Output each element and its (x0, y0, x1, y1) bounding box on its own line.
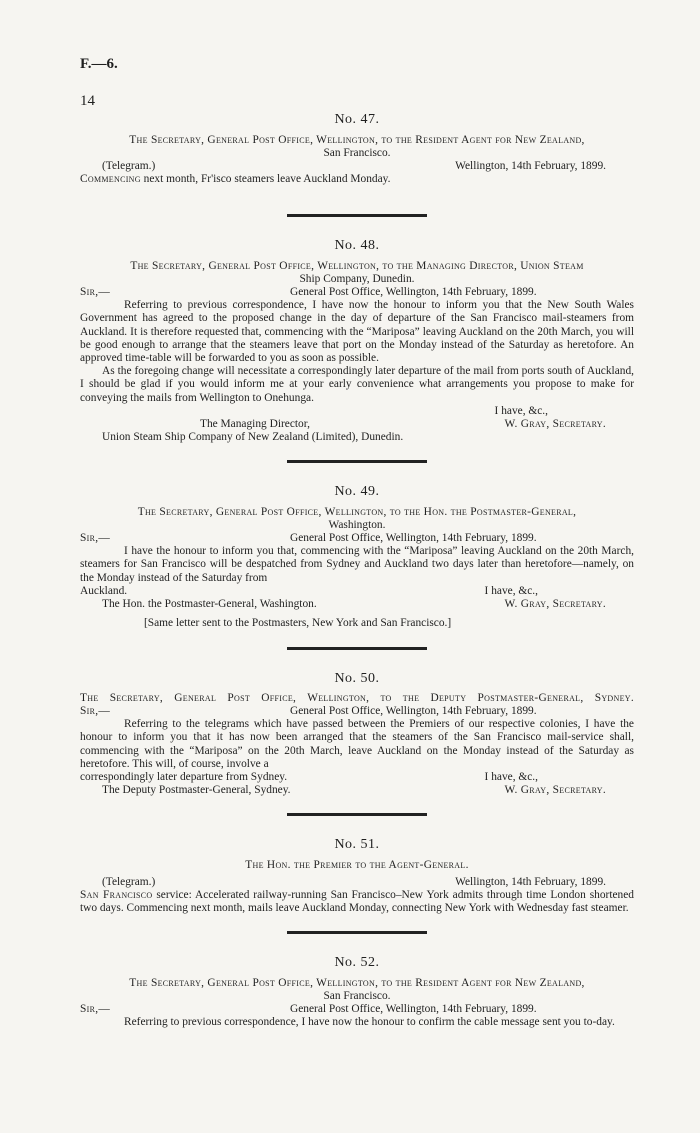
signature: W. Gray, Secretary. (504, 418, 606, 431)
section-divider (287, 460, 427, 463)
addressee-cont: Union Steam Ship Company of New Zealand (Limited), Dunedin. (102, 431, 404, 444)
signature: W. Gray, Secretary. (504, 784, 606, 797)
body-lead: Commencing (80, 173, 141, 186)
letter-date: General Post Office, Wellington, 14th February, 1899. (290, 1002, 537, 1015)
body-text: next month, Fr'isco steamers leave Auckland Monday. (140, 173, 391, 186)
addressee: The Managing Director, (200, 418, 310, 431)
signature-line (80, 784, 634, 797)
section-divider (287, 647, 427, 650)
body-text: service: Accelerated railway-running San Francisco–New York admits through time London shortened two days. Commencing next month, mails leave Auckland Monday, connecting New York with Wednesday fast steamer. (80, 888, 634, 915)
addressee: The Hon. the Postmaster-General, Washington. (102, 598, 317, 611)
signature-line (80, 598, 634, 611)
letter-paragraph: I have the honour to inform you that, commencing with the “Mariposa” leaving Auckland on the 20th March, steamers for San Francisco will be despatched from Sydney and Auckland two days later than heretofore—namely, on the Monday instead of the Saturday from (80, 545, 634, 584)
letter-paragraph: Referring to previous correspondence, I have now the honour to inform you that the New South Wales Government has agreed to the proposed change in the day of departure of the San Francisco mail-steamers from Auckland. It is therefore requested that, commencing with the “Mariposa” leaving Auckland on the 20th March, you will be good enough to arrange that the steamers leave that port on the Monday instead of the Saturday as heretofore. An approved time-table will be forwarded to you as soon as possible. (80, 299, 634, 365)
letter-address-cont: Washington. (328, 518, 386, 531)
telegram-line (80, 160, 634, 173)
section-divider (287, 214, 427, 217)
letter-address-cont: Ship Company, Dunedin. (299, 272, 415, 285)
letter-address: The Hon. the Premier to the Agent-General. (245, 858, 469, 871)
salutation-line (80, 705, 634, 718)
section-divider (287, 931, 427, 934)
letter-number: No. 48. (334, 238, 380, 254)
paragraph-last-line: Auckland. (80, 584, 128, 597)
body-lead: San Francisco (80, 888, 153, 901)
addressee: The Deputy Postmaster-General, Sydney. (102, 784, 291, 797)
salutation-line (80, 286, 634, 299)
page-header (80, 58, 634, 71)
salutation: Sir,— (80, 532, 111, 545)
letter-address-cont: San Francisco. (323, 989, 391, 1002)
letter-address: The Secretary, General Post Office, Wellington, to the Resident Agent for New Zealand, (129, 133, 585, 146)
signature: W. Gray, Secretary. (504, 598, 606, 611)
letter-address: The Secretary, General Post Office, Wellington, to the Managing Director, Union Steam (130, 259, 584, 272)
letter-47 (80, 113, 634, 186)
letter-52 (80, 956, 634, 1029)
telegram-line (80, 876, 634, 889)
letter-address: The Secretary, General Post Office, Wellington, to the Resident Agent for New Zealand, (129, 976, 585, 989)
letter-paragraph: Referring to the telegrams which have passed between the Premiers of our respective colonies, I have the honour to inform you that it has now been arranged that the steamers of the San Francisco mail-service shall, commencing with the “Mariposa” on the 20th March, leave Auckland on the Monday instead of the Saturday as heretofore. This will, of course, involve a (80, 718, 634, 770)
paragraph-end (80, 771, 634, 784)
document-code: F.—6. (80, 56, 118, 72)
salutation-line (80, 1003, 634, 1016)
page-number: 14 (80, 93, 95, 110)
letter-51 (80, 838, 634, 915)
letter-address: The Secretary, General Post Office, Wellington, to the Deputy Postmaster-General, Sydney. (80, 691, 634, 704)
letter-number: No. 49. (334, 484, 380, 500)
letter-date: Wellington, 14th February, 1899. (455, 160, 606, 173)
salutation: Sir,— (80, 704, 111, 717)
letter-paragraph: Referring to previous correspondence, I have now the honour to confirm the cable message sent you to-day. (124, 1016, 615, 1029)
editorial-note: [Same letter sent to the Postmasters, New York and San Francisco.] (144, 617, 452, 630)
letter-address: The Secretary, General Post Office, Wellington, to the Hon. the Postmaster-General, (137, 505, 577, 518)
letter-type: (Telegram.) (102, 875, 156, 888)
salutation-line (80, 532, 634, 545)
letter-date: General Post Office, Wellington, 14th February, 1899. (290, 286, 537, 299)
letter-date: Wellington, 14th February, 1899. (455, 875, 606, 888)
letter-number: No. 50. (334, 670, 380, 686)
letter-number: No. 47. (334, 112, 380, 128)
letter-50 (80, 672, 634, 798)
section-divider (287, 813, 427, 816)
signature-line (80, 418, 634, 431)
closing: I have, &c., (494, 404, 548, 417)
salutation: Sir,— (80, 1002, 111, 1015)
letter-paragraph: As the foregoing change will necessitate a correspondingly later departure of the mail from ports south of Auckland, I should be glad if you would inform me at your early convenience what arrangements you propose to make for conveying the mails from Wellington to Onehunga. (80, 365, 634, 404)
letter-date: General Post Office, Wellington, 14th February, 1899. (290, 704, 537, 717)
letter-number: No. 52. (334, 955, 380, 971)
paragraph-end (80, 585, 634, 598)
letter-address-cont: San Francisco. (323, 146, 391, 159)
letter-body (80, 173, 634, 186)
letter-48 (80, 239, 634, 444)
closing: I have, &c., (484, 584, 538, 597)
letter-type: (Telegram.) (102, 160, 156, 173)
salutation: Sir,— (80, 286, 111, 299)
letter-number: No. 51. (334, 837, 380, 853)
paragraph-last-line: correspondingly later departure from Sydney. (80, 770, 288, 783)
letter-body (80, 889, 634, 915)
closing: I have, &c., (484, 770, 538, 783)
letter-date: General Post Office, Wellington, 14th February, 1899. (290, 532, 537, 545)
letter-49 (80, 485, 634, 630)
